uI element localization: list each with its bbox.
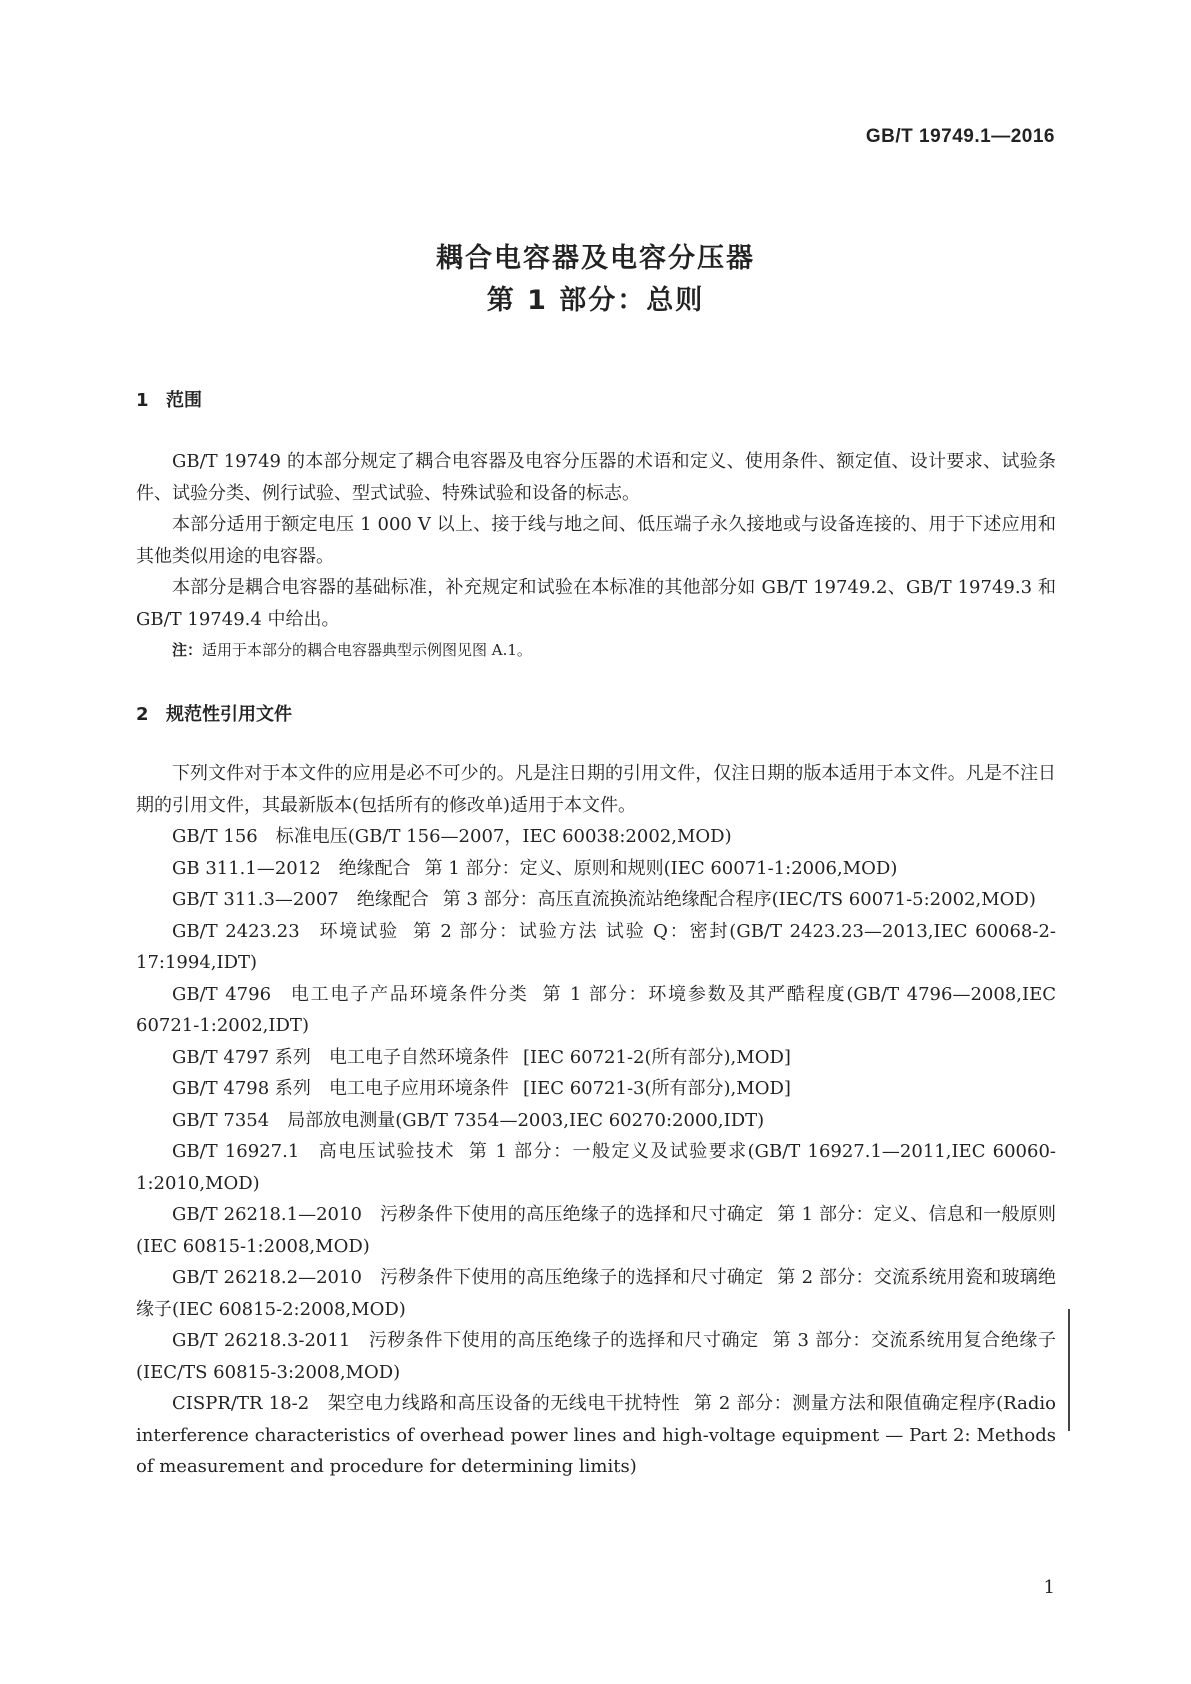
reference-title: 高电压试验技术: [317, 1141, 455, 1162]
paragraph: 本部分适用于额定电压 1 000 V 以上、接于线与地之间、低压端子永久接地或与设备连接的、用于下述应用和其他类似用途的电容器。: [136, 514, 1056, 567]
reference-entry: [136, 884, 1056, 916]
reference-code: GB/T 4797 系列: [172, 1046, 311, 1068]
section-2-number: 2: [136, 704, 149, 725]
section-2-title: 规范性引用文件: [166, 704, 292, 725]
reference-code: GB/T 7354: [172, 1109, 270, 1131]
reference-entry: [136, 979, 1056, 1042]
note-text: 适用于本部分的耦合电容器典型示例图见图 A.1。: [202, 641, 532, 659]
reference-detail: 第 2 部分：试验方法 试验 Q：密封(GB/T 2423.23—2013,IEC 60068-2-17:1994,IDT): [136, 920, 1056, 973]
reference-code: GB/T 26218.3-2011: [172, 1330, 351, 1351]
section-1-heading: [136, 386, 202, 412]
paragraph: 本部分是耦合电容器的基础标准，补充规定和试验在本标准的其他部分如 GB/T 19749.2、GB/T 19749.3 和 GB/T 19749.4 中给出。: [136, 577, 1056, 630]
reference-title: 污秽条件下使用的高压绝缘子的选择和尺寸确定: [368, 1330, 759, 1351]
reference-code: GB/T 26218.1—2010: [172, 1204, 362, 1225]
reference-detail: (GB/T 7354—2003,IEC 60270:2000,IDT): [395, 1109, 765, 1131]
reference-detail: 第 2 部分：交流系统用瓷和玻璃绝缘子(IEC 60815-2:2008,MOD): [136, 1267, 1056, 1320]
reference-entry: [136, 1073, 1056, 1105]
revision-change-bar: [1068, 1309, 1070, 1431]
section-2-heading: [136, 700, 292, 726]
reference-detail: 第 1 部分：一般定义及试验要求(GB/T 16927.1—2011,IEC 60060-1:2010,MOD): [136, 1141, 1056, 1194]
reference-code: GB/T 16927.1: [172, 1141, 300, 1162]
section-1-body: [136, 446, 1056, 667]
reference-entry: [136, 1105, 1056, 1137]
reference-entry: [136, 1042, 1056, 1074]
reference-detail: 第 3 部分：高压直流换流站绝缘配合程序(IEC/TS 60071-5:2002,MOD): [442, 889, 1036, 910]
reference-title: 电工电子产品环境条件分类: [289, 983, 529, 1005]
document-title: 耦合电容器及电容分压器: [436, 243, 755, 274]
reference-title: 局部放电测量: [287, 1109, 396, 1131]
reference-detail: (GB/T 156—2007，IEC 60038:2002,MOD): [347, 826, 732, 847]
reference-code: CISPR/TR 18-2: [172, 1393, 310, 1414]
intro-paragraph: 下列文件对于本文件的应用是必不可少的。凡是注日期的引用文件，仅注日期的版本适用于本文件。凡是不注日期的引用文件，其最新版本(包括所有的修改单)适用于本文件。: [136, 763, 1056, 816]
reference-entry: [136, 1325, 1056, 1388]
section-2-body: [136, 758, 1056, 1483]
reference-entry: [136, 853, 1056, 885]
reference-title: 污秽条件下使用的高压绝缘子的选择和尺寸确定: [379, 1204, 764, 1225]
note-label: 注：: [172, 641, 203, 659]
reference-code: GB/T 4796: [172, 983, 272, 1005]
reference-title: 绝缘配合: [356, 889, 429, 910]
reference-title: 架空电力线路和高压设备的无线电干扰特性: [327, 1393, 681, 1414]
reference-code: GB/T 156: [172, 826, 258, 847]
reference-title: 污秽条件下使用的高压绝缘子的选择和尺寸确定: [379, 1267, 764, 1288]
reference-detail: 第 1 部分：定义、原则和规则(IEC 60071-1:2006,MOD): [424, 857, 898, 879]
reference-code: GB/T 311.3—2007: [172, 889, 339, 910]
reference-entry: [136, 916, 1056, 979]
section-1-title: 范围: [166, 390, 202, 411]
reference-title: 电工电子应用环境条件: [328, 1078, 509, 1099]
reference-entry: [136, 821, 1056, 853]
reference-entry: [136, 1388, 1056, 1483]
reference-detail: [IEC 60721-3(所有部分),MOD]: [522, 1078, 791, 1099]
reference-entry: [136, 1199, 1056, 1262]
reference-title: 绝缘配合: [338, 857, 411, 879]
reference-code: GB/T 4798 系列: [172, 1078, 311, 1099]
reference-title: 电工电子自然环境条件: [328, 1046, 509, 1068]
reference-code: GB/T 26218.2—2010: [172, 1267, 362, 1288]
reference-code: GB/T 2423.23: [172, 920, 300, 942]
reference-title: 环境试验: [317, 920, 399, 942]
reference-title: 标准电压: [275, 826, 348, 847]
standard-code: GB/T 19749.1—2016: [865, 126, 1055, 147]
reference-detail: 第 2 部分：测量方法和限值确定程序(Radio interference characteristics of overhead power lines and high-voltage equipment — Part 2: Methods of measurement and procedure for determining limits): [136, 1393, 1056, 1477]
reference-detail: 第 3 部分：交流系统用复合绝缘子 (IEC/TS 60815-3:2008,MOD): [136, 1330, 1056, 1383]
paragraph: GB/T 19749 的本部分规定了耦合电容器及电容分压器的术语和定义、使用条件、额定值、设计要求、试验条件、试验分类、例行试验、型式试验、特殊试验和设备的标志。: [136, 451, 1056, 504]
reference-entry: [136, 1262, 1056, 1325]
document-subtitle: 第 1 部分：总则: [486, 285, 705, 316]
reference-detail: 第 1 部分：环境参数及其严酷程度(GB/T 4796—2008,IEC 60721-1:2002,IDT): [136, 983, 1056, 1036]
section-1-number: 1: [136, 390, 149, 411]
reference-entry: [136, 1136, 1056, 1199]
note: [136, 635, 1056, 667]
reference-code: GB 311.1—2012: [172, 857, 321, 879]
page-number: 1: [1043, 1577, 1055, 1598]
reference-detail: 第 1 部分：定义、信息和一般原则(IEC 60815-1:2008,MOD): [136, 1204, 1056, 1257]
reference-detail: [IEC 60721-2(所有部分),MOD]: [522, 1046, 791, 1068]
